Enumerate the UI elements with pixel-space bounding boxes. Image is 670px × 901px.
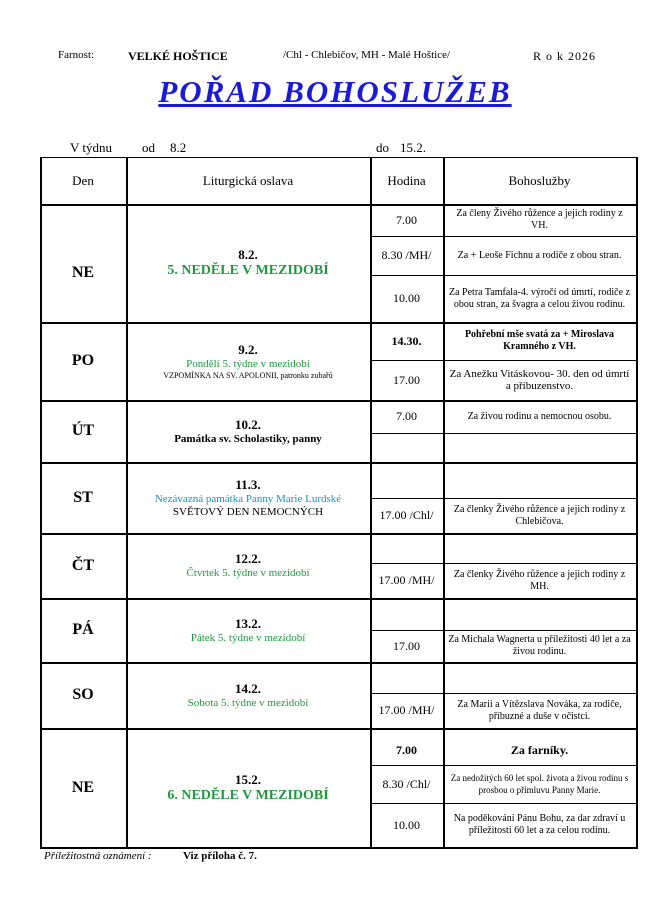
mass-intention: Za Marii a Vítězslava Nováka, za rodiče, příbuzné a duše v očistci. [457,698,622,722]
filial-churches: /Chl - Chlebičov, MH - Malé Hoštice/ [283,49,451,61]
mass-intention: Za členy Živého růžence a jejich rodiny z VH. [456,208,623,231]
slot-separator-2-0 [370,433,638,434]
liturgy-cell [126,400,370,462]
mass-intention: Za Anežku Vitáskovou- 30. den od úmrtí a příbuzenstvo. [449,368,630,392]
week-from-label: od [142,140,155,155]
column-border-3 [443,157,445,849]
page-title: POŘAD BOHOSLUŽEB [158,74,512,109]
mass-time-cell [370,563,443,598]
liturgy-cell [126,598,370,662]
day-name: ST [73,488,93,506]
mass-intention-cell [447,498,632,533]
day-name: NE [71,778,95,796]
mass-intention: Za nedožitých 60 let spol. života a živou rodinu s prosbou o přímluvu Panny Marie. [450,773,629,795]
announcements-text: Viz příloha č. 7. [183,850,257,862]
day-cell [40,598,126,662]
mass-intention: Za farníky. [510,743,569,757]
mass-time: 7.00 [396,742,417,757]
mass-time-cell [370,204,443,236]
feast-date: 15.2. [235,771,261,787]
feast-name: Nezávazná památka Panny Marie Lurdské [154,492,342,505]
col-day-header-label: Den [72,172,94,188]
mass-time: 10.00 [393,817,420,832]
mass-time: 8.30 /Chl/ [382,776,431,791]
mass-intention: Za živou rodinu a nemocnou osobu. [467,410,612,422]
mass-intention: Za Michala Wagnerta u příležitosti 40 let a za živou rodinu. [448,634,631,657]
day-cell [40,728,126,847]
mass-intention-cell [447,236,632,275]
liturgy-cell [126,204,370,322]
mass-time-cell [370,400,443,433]
col-day-header [40,157,126,204]
day-cell [40,533,126,598]
mass-time-cell [370,803,443,847]
day-name: ÚT [71,422,95,439]
mass-time: 17.00 /MH/ [378,703,435,717]
feast-date: 9.2. [238,342,258,357]
feast-name: 5. NEDĚLE V MEZIDOBÍ [167,263,329,278]
col-service-header [443,157,636,204]
day-name: PO [71,352,95,369]
mass-time-cell [370,630,443,662]
mass-intention-cell [447,563,632,598]
day-cell [40,662,126,728]
mass-intention: Na poděkování Pánu Bohu, za dar zdraví u příležitosti 60 let a za celou rodinu. [453,813,626,836]
liturgy-cell [126,662,370,728]
mass-time: 7.00 [396,409,417,423]
mass-time: 8.30 /MH/ [381,248,432,262]
feast-name: Sobota 5. týdne v mezidobí [187,696,309,709]
mass-intention: Za členky Živého růžence a jejich rodiny z Chlebičova. [453,503,626,527]
mass-intention-cell [447,204,632,236]
day-name: ČT [71,556,95,574]
week-from: 8.2 [170,140,187,155]
mass-intention-cell [447,735,632,765]
liturgy-cell [126,728,370,847]
mass-time-cell [370,322,443,360]
mass-intention-cell [447,322,632,360]
mass-time-cell [370,765,443,803]
mass-intention-cell [447,630,632,662]
mass-time: 17.00 [393,372,420,387]
col-feast-header [126,157,370,204]
day-name: PÁ [72,621,94,638]
feast-note: SVĚTOVÝ DEN NEMOCNÝCH [172,505,324,518]
mass-time: 7.00 [396,212,417,227]
week-to-label: do [376,140,389,155]
liturgy-cell [126,533,370,598]
feast-date: 11.3. [235,476,261,492]
day-name: NE [71,264,95,281]
year: R o k 2026 [533,49,597,63]
day-cell [40,322,126,400]
feast-date: 13.2. [235,615,261,631]
liturgy-cell [126,462,370,533]
mass-intention: Pohřební mše svatá za + Miroslava Kramného z VH. [464,329,615,352]
table-top-border [40,157,638,158]
feast-name: Čtvrtek 5. týdne v mezidobí [186,567,310,579]
day-cell [40,462,126,533]
mass-time: 14.30. [391,333,422,348]
feast-name: Pondělí 5. týdne v mezidobí [186,358,310,370]
mass-intention: Za členky Živého růžence a jejich rodiny z MH. [453,568,626,592]
day-name: SO [72,686,94,703]
feast-date: 14.2. [235,680,261,696]
feast-name: Pátek 5. týdne v mezidobí [190,631,306,644]
mass-time-cell [370,275,443,322]
mass-time: 17.00 [393,638,420,653]
mass-intention-cell [447,275,632,322]
feast-date: 10.2. [235,416,261,432]
mass-time-cell [370,236,443,275]
mass-intention-cell [447,693,632,728]
mass-time-cell [370,735,443,765]
column-border-4 [636,157,638,849]
mass-time-cell [370,693,443,728]
feast-name: 6. NEDĚLE V MEZIDOBÍ [167,787,329,803]
mass-intention-cell [447,765,632,803]
day-cell [40,400,126,462]
day-separator-7 [40,847,638,849]
mass-intention: Za Petra Tamfala-4. výročí od úmrtí, rodiče z obou stran, za švagra a celou živou rodinu. [449,286,630,310]
mass-intention-cell [447,803,632,847]
feast-date: 8.2. [238,247,258,262]
feast-note: VZPOMÍNKA NA SV. APOLONII, patronku zubařů [163,371,333,380]
mass-time-cell [370,360,443,400]
mass-intention-cell [447,360,632,400]
mass-time: 17.00 /Chl/ [379,508,434,522]
col-feast-header-label: Liturgická oslava [202,172,294,188]
mass-intention: Za + Leoše Fichnu a rodiče z obou stran. [457,249,622,261]
mass-intention-cell [447,400,632,433]
mass-time: 10.00 [393,291,420,305]
liturgy-cell [126,322,370,400]
mass-time: 17.00 /MH/ [378,573,435,587]
week-label: V týdnu [70,140,113,155]
feast-date: 12.2. [235,551,261,566]
feast-name: Památka sv. Scholastiky, panny [174,432,322,445]
col-time-header-label: Hodina [387,172,426,188]
parish-label: Farnost: [58,49,95,61]
day-cell [40,204,126,322]
mass-time-cell [370,498,443,533]
week-to: 15.2. [400,140,426,155]
col-service-header-label: Bohoslužby [508,172,571,188]
announcements-label: Příležitostná oznámení : [44,850,152,862]
col-time-header [370,157,443,204]
parish-name: VELKÉ HOŠTICE [128,49,228,63]
